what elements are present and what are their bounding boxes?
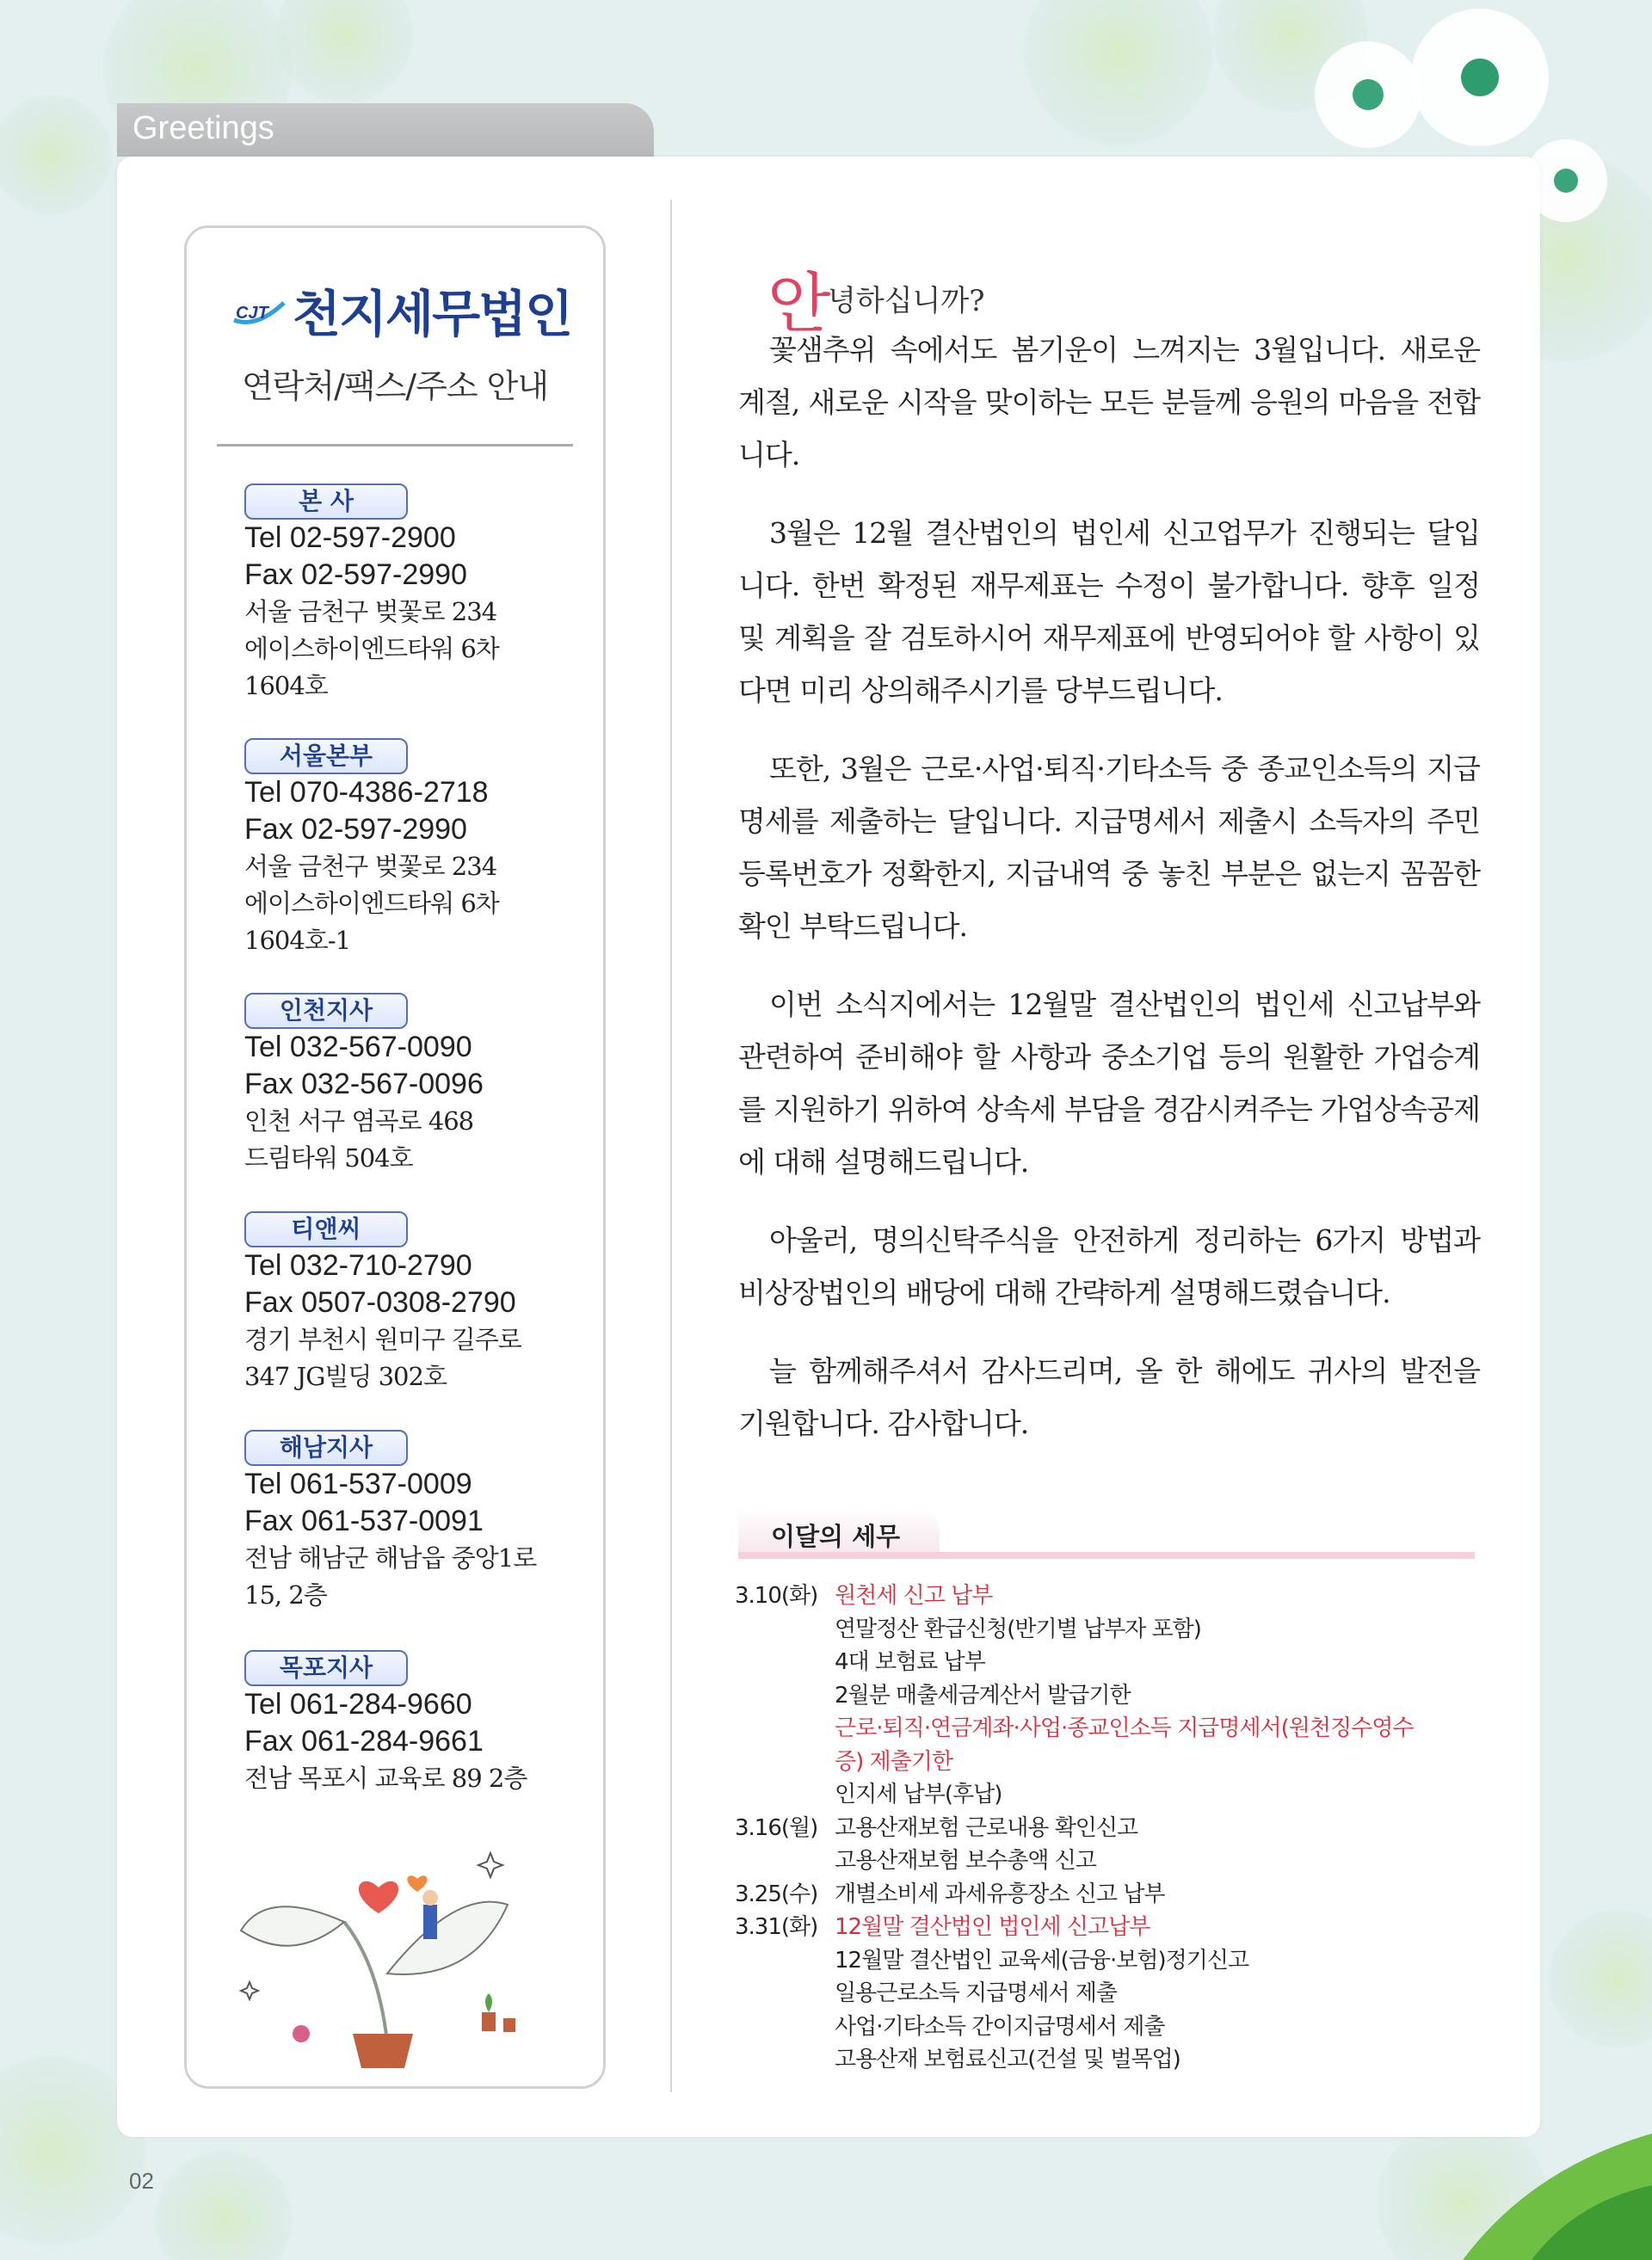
office-badge: 본 사 [244,483,408,520]
section-tab-label: Greetings [133,110,274,146]
contact-title: 연락처/팩스/주소 안내 [241,367,549,405]
schedule-row [735,1878,1492,1912]
office-address-line: 전남 목포시 교육로 89 2층 [244,1764,527,1793]
office-address-line: 전남 해남군 해남읍 중앙1로 [244,1543,537,1573]
office-address-line: 서울 금천구 벚꽃로 234 [244,852,497,881]
office-tel: Tel 070-4386-2718 [244,776,489,809]
schedule-tab [738,1507,940,1554]
tax-schedule-list [735,1580,1492,2077]
schedule-title: 이달의 세무 [771,1522,901,1551]
company-logo [231,274,575,342]
schedule-items [835,1878,1492,1912]
contact-title-rule [217,444,573,446]
office-badge: 서울본부 [244,738,408,774]
office-tel: Tel 061-284-9660 [244,1688,472,1721]
heart-plant-illustration [232,1836,542,2068]
schedule-header [738,1507,1475,1559]
schedule-item: 2월분 매출세금계산서 발급기한 [835,1682,1131,1709]
office-fax: Fax 061-537-0091 [244,1505,484,1537]
schedule-item: 4대 보험료 납부 [835,1649,985,1675]
office-badge: 목포지사 [244,1650,408,1686]
schedule-item: 개별소비세 과세유흥장소 신고 납부 [835,1881,1165,1907]
office-fax: Fax 0507-0308-2790 [244,1286,516,1319]
office-fax: Fax 02-597-2990 [244,813,467,846]
office-address-line: 347 JG빌딩 302호 [244,1362,447,1391]
office-block-haenam [244,1430,606,1614]
office-address-line: 에이스하이엔드타워 6차 [244,889,499,918]
schedule-items [835,1812,1492,1878]
greeting-paragraph: 또한, 3월은 근로·사업·퇴직·기타소득 중 종교인소득의 지급명세를 제출하는 달입니다. 지급명세서 제출시 소득자의 주민등록번호가 정확한지, 지급내역 중 놓친 부분은 없는지 꼼꼼한 확인 부탁드립니다. [738,752,1480,943]
greeting-section [738,246,1480,1475]
greeting-paragraph: 이번 소식지에서는 12월말 결산법인의 법인세 신고납부와 관련하여 준비해야 할 사항과 중소기업 등의 원활한 가업승계를 지원하기 위하여 상속세 부담을 경감시켜주는 가업상속공제에 대해 설명해드립니다. [738,988,1480,1179]
schedule-item: 증) 제출기한 [835,1748,952,1775]
office-address-line: 에이스하이엔드타워 6차 [244,634,499,663]
office-tel: Tel 032-567-0090 [244,1031,472,1063]
logo-mark-text: CJT [236,304,268,323]
office-address-line: 경기 부천시 원미구 길주로 [244,1325,521,1354]
schedule-row [735,1911,1492,2077]
schedule-item: 인지세 납부(후납) [835,1782,1002,1807]
office-fax: Fax 032-567-0096 [244,1068,484,1100]
schedule-rule [738,1552,1475,1559]
office-badge: 인천지사 [244,993,408,1029]
office-tel: Tel 032-710-2790 [244,1249,472,1282]
office-fax: Fax 02-597-2990 [244,558,467,591]
office-block-incheon [244,993,606,1177]
section-tab [117,103,654,157]
schedule-item: 근로·퇴직·연금계좌·사업·종교인소득 지급명세서(원천징수영수 [835,1715,1414,1741]
schedule-item: 사업·기타소득 간이지급명세서 제출 [835,2013,1165,2040]
schedule-date: 3.25(수) [735,1881,818,1907]
office-address-line: 인천 서구 염곡로 468 [244,1106,474,1136]
schedule-item: 연말정산 환급신청(반기별 납부자 포함) [835,1616,1201,1642]
office-block-hq [244,483,606,705]
office-badge: 해남지사 [244,1430,408,1466]
schedule-item: 고용산재보험 보수총액 신고 [835,1848,1096,1874]
office-tel: Tel 061-537-0009 [244,1468,472,1500]
greeting-opening-text: 녕하십니까? [828,284,985,318]
column-divider [670,200,672,2092]
schedule-row [735,1580,1492,1812]
schedule-item: 고용산재 보험료신고(건설 및 벌목업) [835,2047,1180,2072]
office-block-seoul [244,738,606,959]
greeting-paragraph: 3월은 12월 결산법인의 법인세 신고업무가 진행되는 달입니다. 한번 확정된 재무제표는 수정이 불가합니다. 향후 일정 및 계획을 잘 검토하시어 재무제표에 반영되어야 할 사항이 있다면 미리 상의해주시기를 당부드립니다. [738,516,1480,707]
office-address-line: 1604호-1 [244,926,351,955]
schedule-item: 12월말 결산법인 교육세(금융·보험)정기신고 [835,1947,1249,1974]
schedule-item: 원천세 신고 납부 [835,1583,993,1609]
office-block-mokpo [244,1650,606,1797]
greeting-paragraph: 꽃샘추위 속에서도 봄기운이 느껴지는 3월입니다. 새로운 계절, 새로운 시작을 맞이하는 모든 분들께 응원의 마음을 전합니다. [738,333,1480,471]
company-logo-mark-icon [231,294,287,332]
greeting-drop-cap: 안 [767,265,831,342]
schedule-item: 12월말 결산법인 법인세 신고납부 [835,1914,1150,1940]
greeting-paragraph: 아울러, 명의신탁주식을 안전하게 정리하는 6가지 방법과 비상장법인의 배당에 대해 간략하게 설명해드렸습니다. [738,1223,1480,1309]
office-badge: 티앤씨 [244,1211,408,1247]
office-address-line: 1604호 [244,671,328,700]
schedule-date: 3.10(화) [735,1583,818,1609]
schedule-items [835,1580,1492,1812]
schedule-date: 3.16(월) [735,1814,818,1841]
greeting-paragraph: 늘 함께해주셔서 감사드리며, 올 한 해에도 귀사의 발전을 기원합니다. 감사합니다. [738,1354,1480,1440]
office-fax: Fax 061-284-9661 [244,1725,484,1758]
schedule-item: 일용근로소득 지급명세서 제출 [835,1980,1118,2006]
page-number: 02 [129,2168,154,2194]
office-block-tnc [244,1211,606,1395]
office-address-line: 드림타워 504호 [244,1143,413,1173]
schedule-date: 3.31(화) [735,1914,818,1940]
office-address-line: 서울 금천구 벚꽃로 234 [244,597,497,626]
schedule-items [835,1911,1492,2077]
company-name: 천지세무법인 [293,285,572,343]
schedule-row [735,1812,1492,1878]
office-address-line: 15, 2층 [244,1580,327,1610]
greeting-opening [738,246,1480,342]
schedule-item: 고용산재보험 근로내용 확인신고 [835,1814,1138,1841]
office-tel: Tel 02-597-2900 [244,521,456,554]
